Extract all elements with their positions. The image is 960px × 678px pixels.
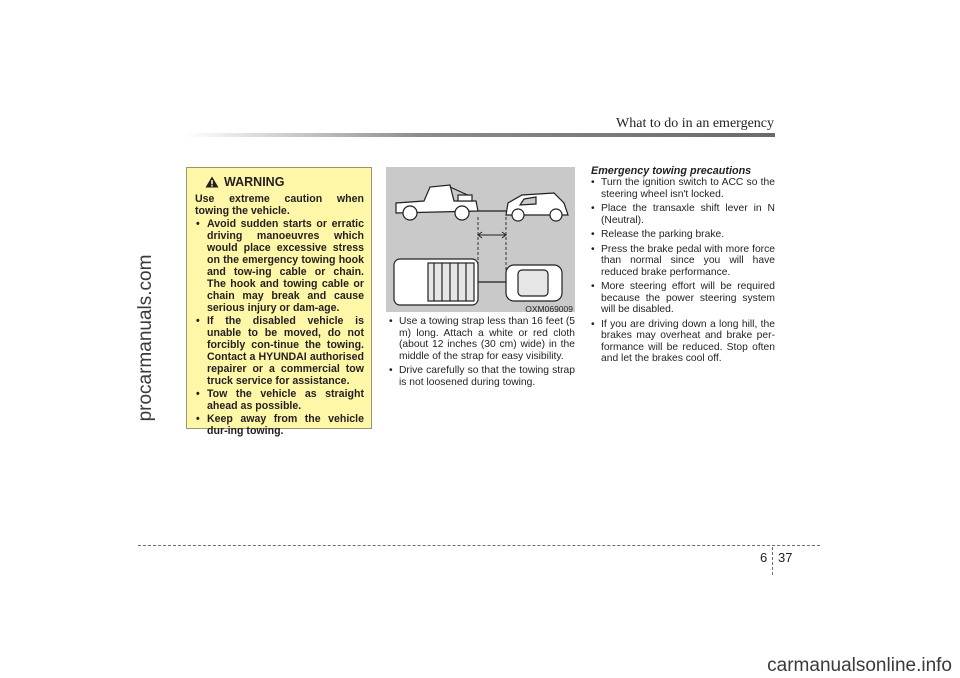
warning-heading (205, 176, 364, 188)
list-item: • Turn the ignition switch to ACC so the steering wheel isn't locked. (591, 177, 775, 200)
precautions-heading: Emergency towing precautions (591, 165, 752, 177)
list-item: • Release the parking brake. (591, 229, 775, 241)
towing-diagram (386, 167, 575, 312)
footer-divider (772, 547, 773, 575)
suv-side (506, 193, 568, 221)
warning-item: • Tow the vehicle as straight ahead as possible. (195, 388, 364, 412)
suv-top (506, 265, 562, 301)
chapter-number: 6 (760, 550, 768, 565)
warning-item: • Avoid sudden starts or erratic driving manoeuvres which would place excessive stress on the emergency towing hook and tow-ing cable or chain. The hook and towing cable or chain may break and cause serious injury or dam-age. (195, 218, 364, 314)
list-item: • More steering effort will be required because the power steering system will be disabled. (591, 281, 775, 316)
warning-box (186, 167, 372, 437)
side-watermark: procarmanuals.com (135, 254, 156, 422)
page-number: 37 (778, 550, 793, 565)
warning-item: • If the disabled vehicle is unable to be moved, do not forcibly con-tinue the towing. Contact a HYUNDAI authorised repairer or a commercial tow truck service for assistance. (195, 315, 364, 387)
list-item: • Use a towing strap less than 16 feet (5 m) long. Attach a white or red cloth (about 12 inches (30 cm) wide) in the middle of the strap for easy visibility. (389, 316, 575, 362)
list-item: • Drive carefully so that the towing strap is not loosened during towing. (389, 365, 575, 388)
tow-truck-side (396, 185, 478, 220)
list-item: • Place the transaxle shift lever in N (Neutral). (591, 203, 775, 226)
towing-strap-instructions (389, 316, 575, 391)
section-title: What to do in an emergency (616, 116, 774, 131)
warning-list (195, 218, 364, 437)
figure-code: OXM069009 (525, 304, 573, 314)
warning-heading-text: WARNING (224, 175, 285, 189)
list-item: • Press the brake pedal with more force than normal since you will have reduced brake performance. (591, 244, 775, 279)
warning-triangle-icon (205, 176, 219, 188)
precautions-list (591, 177, 775, 368)
warning-intro: Use extreme caution when towing the vehicle. (195, 193, 364, 217)
warning-item: • Keep away from the vehicle dur-ing towing. (195, 413, 364, 437)
tow-truck-top (394, 259, 478, 305)
bottom-watermark: carmanualsonline.info (767, 655, 952, 676)
footer-rule (138, 545, 820, 546)
towing-illustration (386, 167, 575, 312)
list-item: • If you are driving down a long hill, the brakes may overheat and brake per-formance will be reduced. Stop often and let the brakes cool off. (591, 319, 775, 365)
header-rule (185, 133, 775, 137)
